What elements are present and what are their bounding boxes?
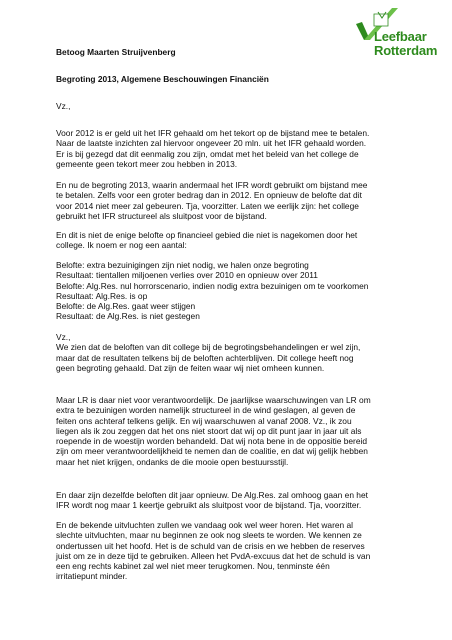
text-line: college. Ik noem er nog een aantal: — [56, 240, 187, 251]
logo-line2: Rotterdam — [374, 43, 438, 58]
paragraph — [56, 230, 416, 251]
text-line: Resultaat: tientallen miljoenen verlies over 2010 en opnieuw over 2011 — [56, 270, 318, 281]
document-title: Betoog Maarten Struijvenberg — [56, 47, 176, 57]
text-line: En nu de begroting 2013, waarin andermaal het IFR wordt gebruikt om bijstand mee — [56, 180, 368, 190]
text-line: slechte uitvluchten, maar nu beginnen ze ook nog sleets te worden. We kennen ze — [56, 530, 362, 541]
document-subtitle: Begroting 2013, Algemene Beschouwingen Financiën — [56, 74, 269, 84]
text-line: Belofte: extra bezuinigingen zijn niet nodig, we halen onze begroting — [56, 260, 309, 270]
logo-line1: Leefbaar — [374, 29, 427, 44]
paragraph — [56, 180, 416, 221]
text-line: ondertussen uit het hoofd. Het is de schuld van de crisis en we hebben de reserves — [56, 540, 365, 551]
text-line: Belofte: Alg.Res. nul horrorscenario, indien nodig extra bezuinigen om te voorkomen — [56, 280, 369, 291]
text-line: Belofte: de Alg.Res. gaat weer stijgen — [56, 301, 196, 312]
text-line: We zien dat de beloften van dit college bij de begrotingsbehandelingen er wel zijn, — [56, 342, 361, 353]
text-line: En de bekende uitvluchten zullen we vandaag ook wel weer horen. Het waren al — [56, 520, 354, 530]
paragraph — [56, 490, 416, 511]
text-line: roepende in de woestijn worden behandeld. Dat wij nota bene in de oppositie bereid — [56, 436, 368, 447]
text-line: Resultaat: de Alg.Res. is niet gestegen — [56, 311, 200, 322]
text-line: gemeente geen tekort meer zou hebben in 2013. — [56, 158, 238, 169]
text-line: Maar LR is daar niet voor verantwoordelijk. De jaarlijkse waarschuwingen van LR om — [56, 395, 371, 405]
text-line: IFR wordt nog maar 1 keertje gebruikt als sluitpost voor de bijstand. Tja, voorzitter. — [56, 500, 362, 511]
text-line: voor 2014 niet meer zal gebeuren. Tja, voorzitter. Laten we eerlijk zijn: het college — [56, 200, 359, 211]
text-line: maar het niet krijgen, ondanks de die mooie open bestuursstijl. — [56, 456, 289, 467]
text-line: Vz., — [56, 101, 71, 111]
text-line: liegen als ik zou zeggen dat het ons niet stoort dat wij op dit punt jaar in jaar uit als — [56, 425, 362, 436]
text-line: gebruikt het IFR structureel als sluitpost voor de bijstand. — [56, 210, 267, 221]
paragraph — [56, 332, 416, 373]
text-line: Voor 2012 is er geld uit het IFR gehaald om het tekort op de bijstand mee te betalen. — [56, 128, 370, 138]
paragraph — [56, 520, 416, 582]
paragraph — [56, 101, 416, 111]
text-line: Er is bij gezegd dat dit eenmalig zou zijn, omdat met het beleid van het college de — [56, 148, 359, 159]
text-line: Resultaat: Alg.Res. is op — [56, 290, 148, 301]
paragraph — [56, 128, 416, 169]
text-line: juist om ze in deze tijd te gebruiken. Alleen het PvdA-excuus dat het de schuld is van — [56, 550, 371, 561]
text-line: irritatiepunt minder. — [56, 571, 128, 582]
text-line: zijn om meer verantwoordelijkheid te nemen dan de coalitie, en dat wij gelijk hebben — [56, 446, 368, 457]
text-line: te betalen. Zelfs voor een groter bedrag dan in 2012. En opnieuw de belofte dat dit — [56, 190, 362, 201]
text-line: Naar de laatste inzichten zal hiervoor ongeveer 20 mln. uit het IFR gehaald worden. — [56, 138, 367, 149]
text-line: extra te bezuinigen worden namelijk structureel in de wind geslagen, al geven de — [56, 405, 356, 416]
text-line: geen begroting gehaald. Dat zijn de feiten waar wij niet omheen kunnen. — [56, 362, 325, 373]
paragraph — [56, 260, 416, 322]
paragraph — [56, 395, 416, 467]
text-line: Vz., — [56, 332, 71, 342]
text-line: En daar zijn dezelfde beloften dit jaar opnieuw. De Alg.Res. zal omhoog gaan en het — [56, 490, 368, 500]
text-line: maar dat de resultaten telkens bij de beloften achterblijven. Dit college heeft nog — [56, 352, 354, 363]
text-line: een eng rechts kabinet zal wel niet meer terugkomen. Nou, tenminste één — [56, 561, 330, 572]
text-line: feiten ons achteraf telkens gelijk. En wij waarschuwen al vanaf 2008. Vz., ik zou — [56, 415, 352, 426]
text-line: En dit is niet de enige belofte op financieel gebied die niet is nagekomen door het — [56, 230, 358, 240]
